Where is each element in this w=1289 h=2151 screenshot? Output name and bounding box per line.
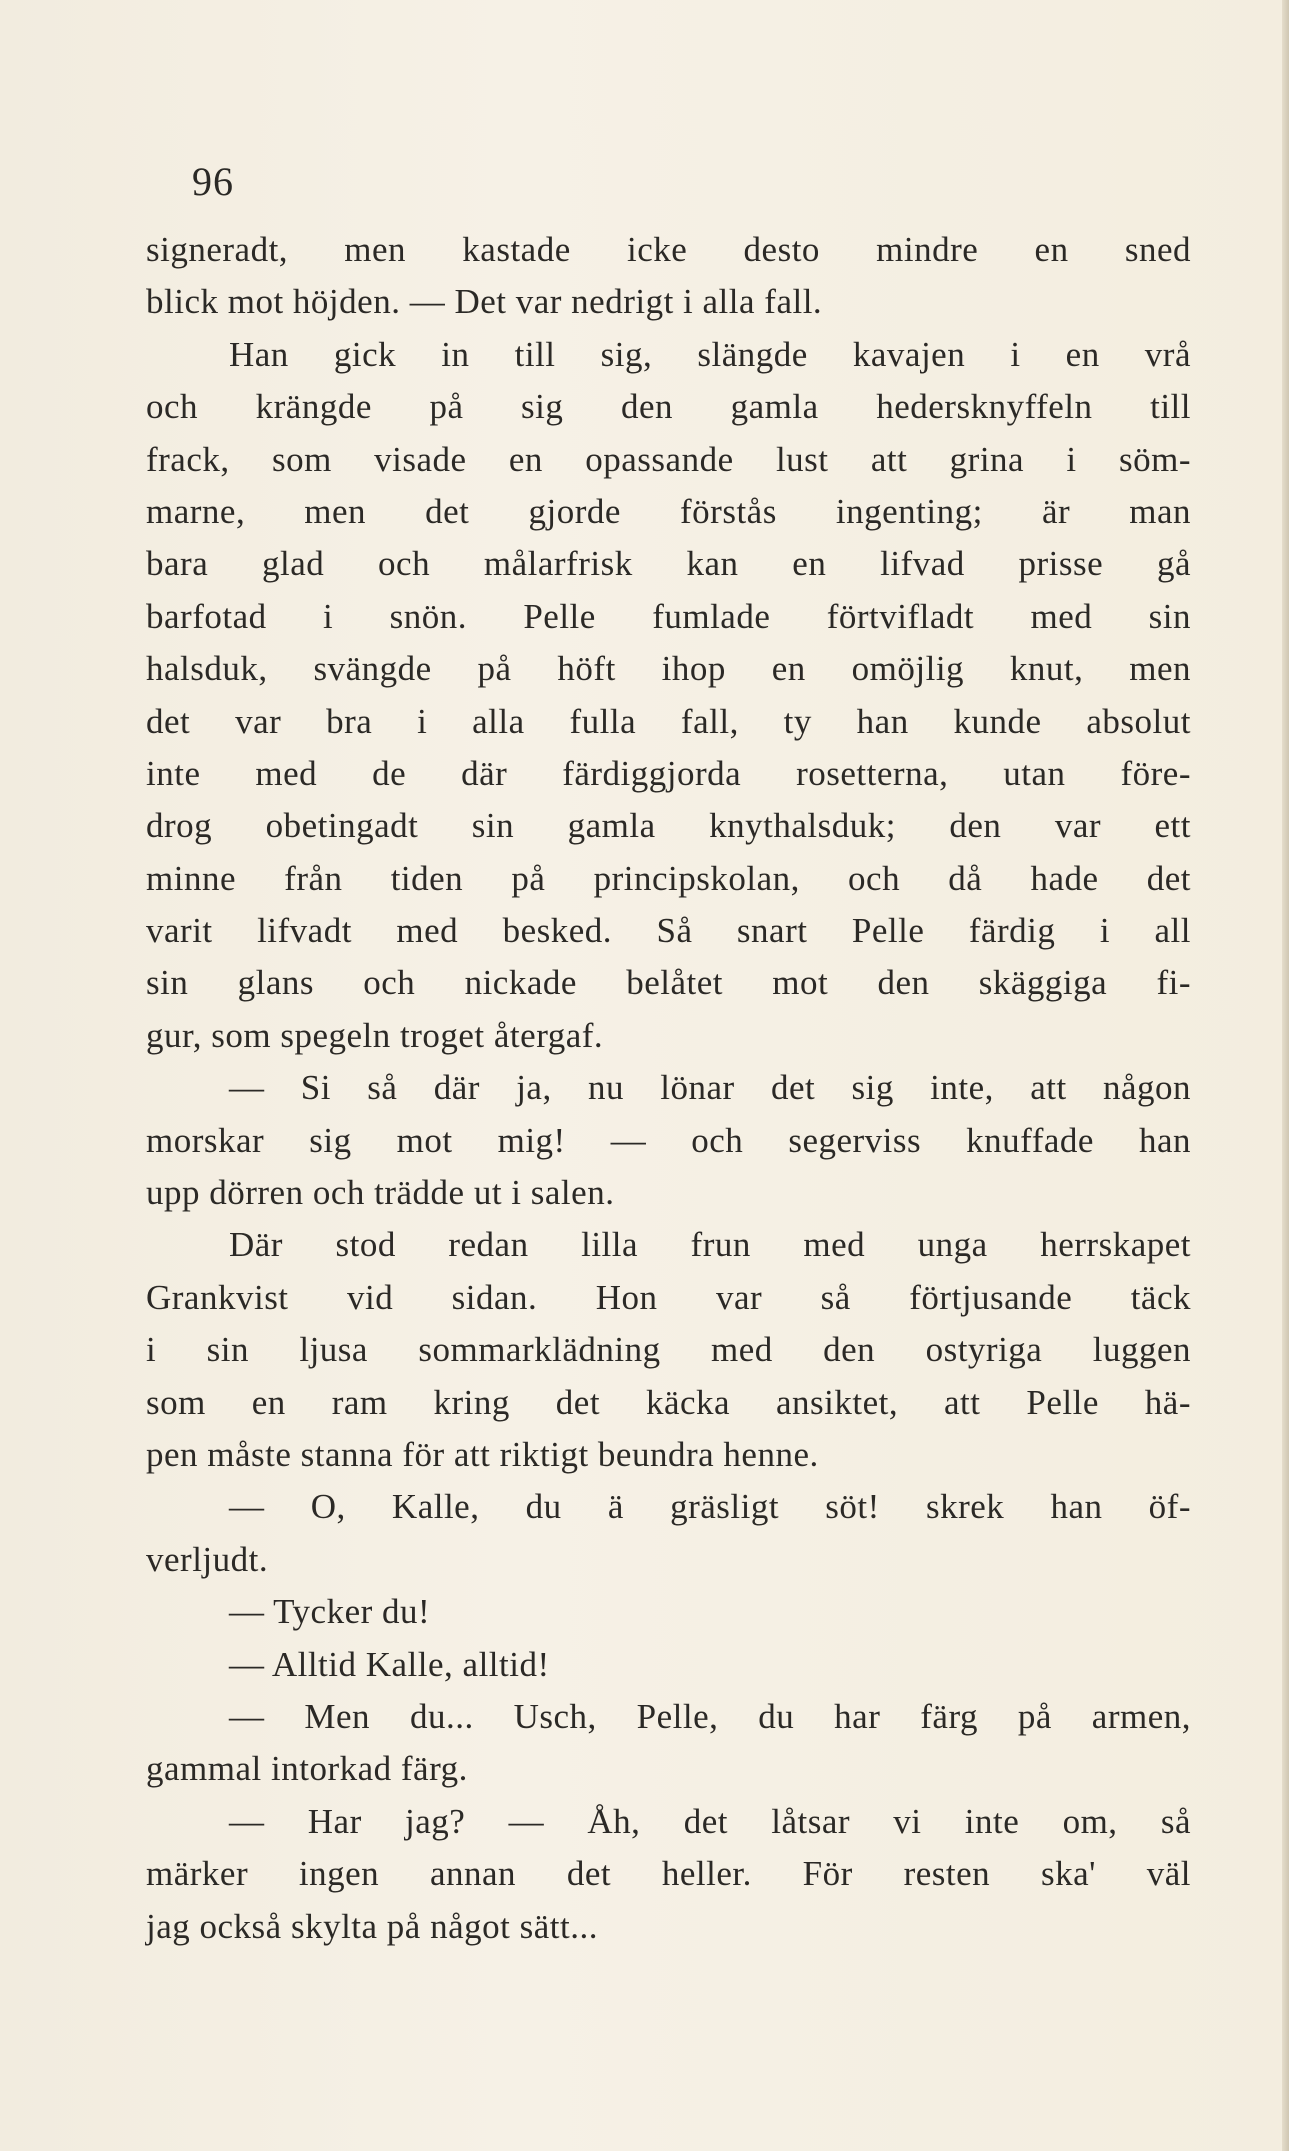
text-line: drog obetingadt sin gamla knythalsduk; den var ett (146, 806, 1191, 846)
text-line: — Tycker du! (229, 1592, 431, 1632)
text-line: och krängde på sig den gamla hedersknyffeln till (146, 387, 1191, 427)
text-line: i sin ljusa sommarklädning med den ostyriga luggen (146, 1330, 1191, 1370)
text-line: signeradt, men kastade icke desto mindre en sned (146, 230, 1191, 269)
text-line: — Har jag? — Åh, det låtsar vi inte om, så (229, 1801, 1191, 1841)
text-line: varit lifvadt med besked. Så snart Pelle färdig i all (146, 911, 1191, 951)
text-line: halsduk, svängde på höft ihop en omöjlig knut, men (146, 649, 1191, 689)
text-line: blick mot höjden. — Det var nedrigt i alla fall. (146, 282, 823, 322)
body-text (146, 224, 1191, 1953)
text-line: Där stod redan lilla frun med unga herrskapet (229, 1225, 1191, 1265)
text-line: Grankvist vid sidan. Hon var så förtjusande täck (146, 1277, 1191, 1317)
text-line: upp dörren och trädde ut i salen. (146, 1173, 615, 1213)
text-line: märker ingen annan det heller. För resten ska' väl (146, 1854, 1191, 1894)
text-line: frack, som visade en opassande lust att grina i söm- (146, 439, 1191, 479)
text-line: — Alltid Kalle, alltid! (229, 1644, 550, 1684)
text-line: barfotad i snön. Pelle fumlade förtvifladt med sin (146, 596, 1191, 636)
text-line: morskar sig mot mig! — och segerviss knuffade han (146, 1120, 1191, 1160)
text-line: jag också skylta på något sätt... (146, 1906, 598, 1946)
text-line: verljudt. (146, 1539, 269, 1579)
text-line: — O, Kalle, du ä gräsligt söt! skrek han öf- (229, 1487, 1191, 1527)
page-edge (1282, 0, 1289, 2151)
text-line: gur, som spegeln troget återgaf. (146, 1015, 604, 1055)
text-line: sin glans och nickade belåtet mot den skäggiga fi- (146, 963, 1191, 1003)
text-line: Han gick in till sig, slängde kavajen i en vrå (229, 334, 1191, 374)
text-line: som en ram kring det käcka ansiktet, att Pelle hä- (146, 1382, 1191, 1422)
text-line: marne, men det gjorde förstås ingenting; är man (146, 491, 1191, 531)
text-line: gammal intorkad färg. (146, 1749, 468, 1789)
text-line: — Si så där ja, nu lönar det sig inte, att någon (229, 1068, 1191, 1108)
text-line: pen måste stanna för att riktigt beundra henne. (146, 1434, 819, 1474)
page-number: 96 (192, 159, 234, 204)
text-line: bara glad och målarfrisk kan en lifvad prisse gå (146, 544, 1191, 584)
text-line: — Men du... Usch, Pelle, du har färg på armen, (229, 1696, 1191, 1736)
text-line: inte med de där färdiggjorda rosetterna, utan före- (146, 753, 1191, 793)
text-line: det var bra i alla fulla fall, ty han kunde absolut (146, 701, 1191, 741)
text-line: minne från tiden på principskolan, och då hade det (146, 858, 1191, 898)
